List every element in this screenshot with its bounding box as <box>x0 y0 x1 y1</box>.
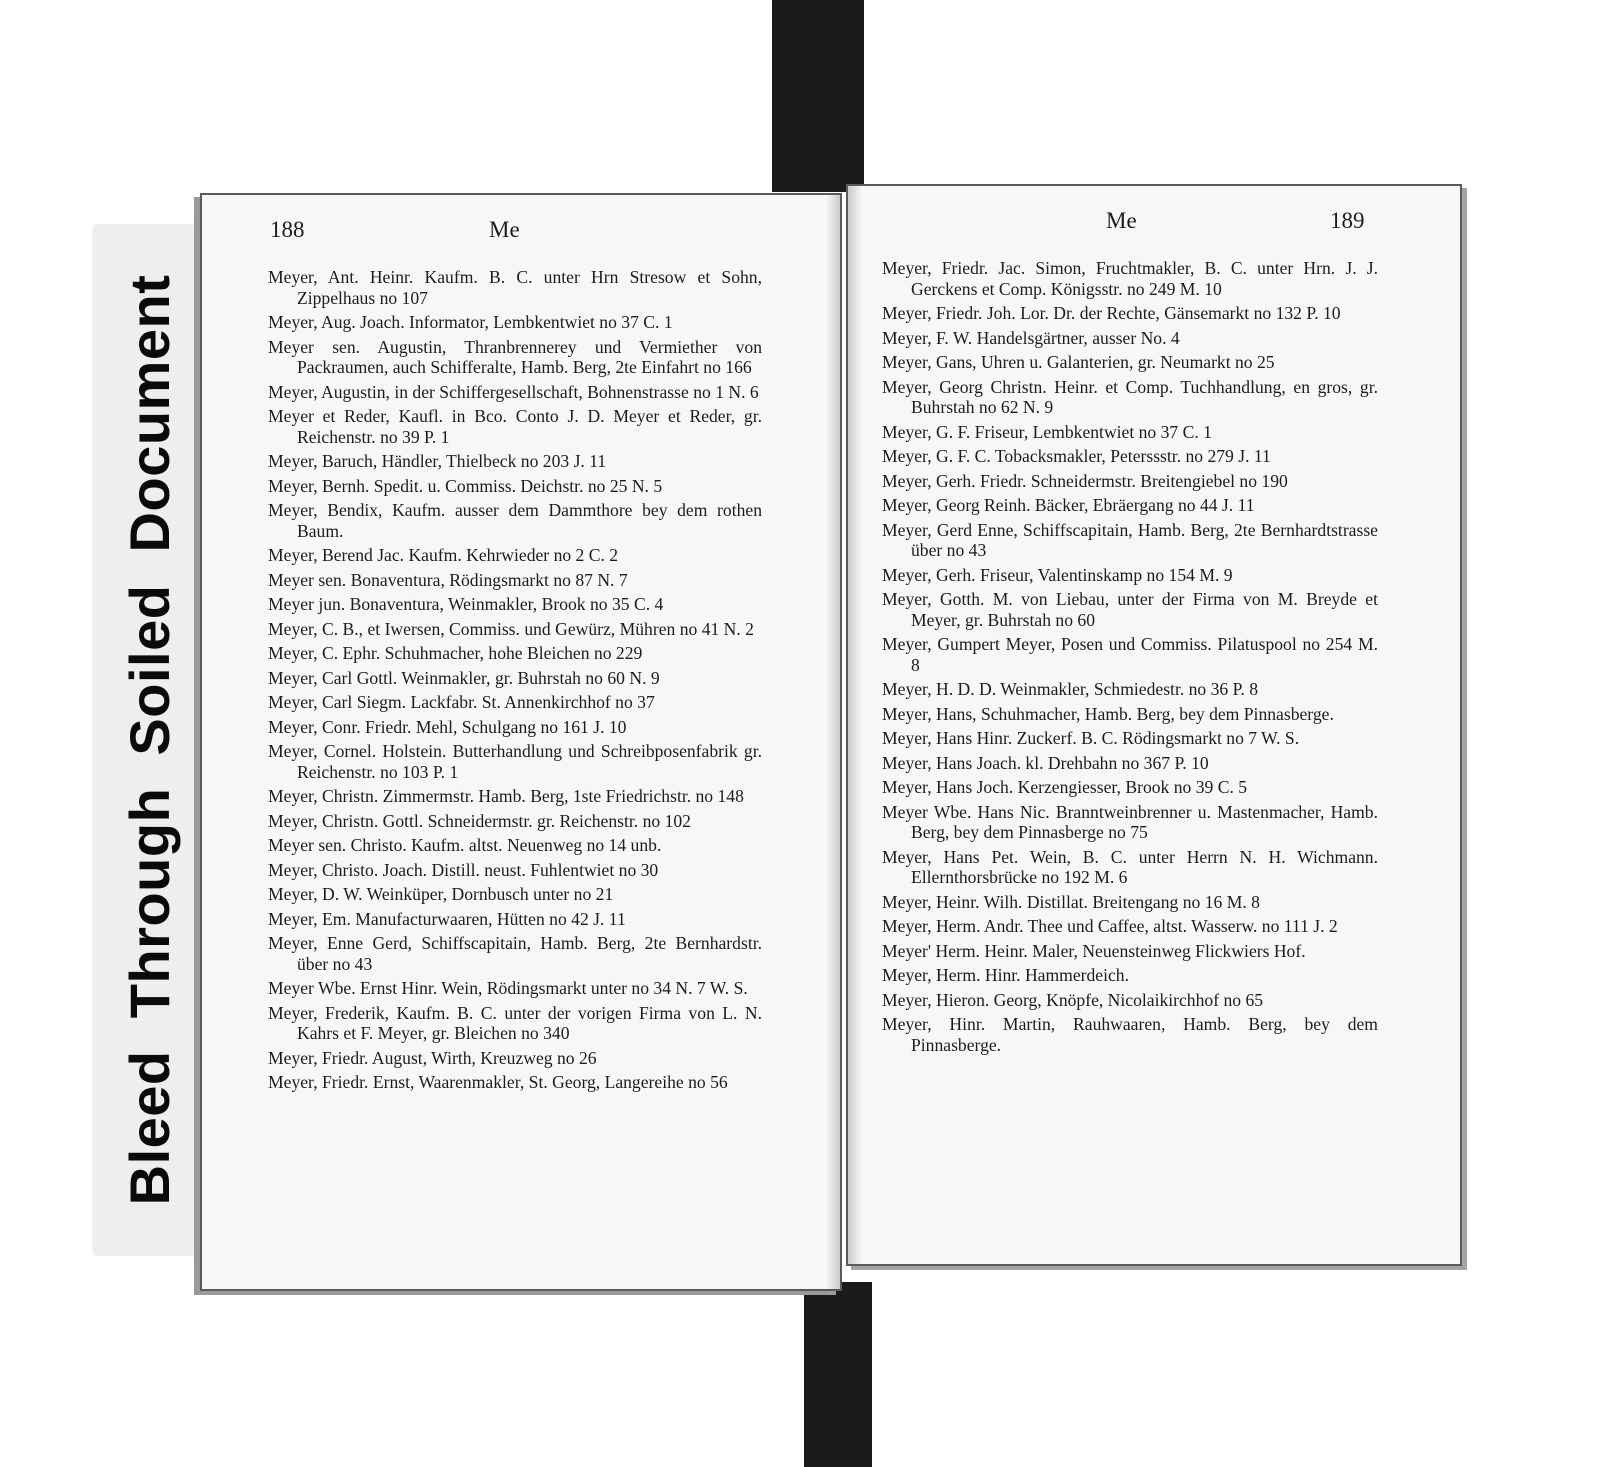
right-page-header: Me <box>1106 208 1137 233</box>
directory-entry: Meyer, Bendix, Kaufm. ausser dem Dammthore bey dem rothen Baum. <box>268 500 762 541</box>
directory-entry: Meyer, Gerh. Friedr. Schneidermstr. Breitengiebel no 190 <box>882 470 1288 491</box>
directory-entry: Meyer, Gans, Uhren u. Galanterien, gr. Neumarkt no 25 <box>882 352 1275 372</box>
document-condition-label: Bleed Through Soiled Document <box>117 274 181 1206</box>
directory-entry: Meyer, Augustin, in der Schiffergesellschaft, Bohnenstrasse no 1 N. 6 <box>268 381 759 402</box>
directory-entry: Meyer, Christn. Zimmermstr. Hamb. Berg, 1ste Friedrichstr. no 148 <box>268 786 744 806</box>
directory-entry: Meyer, G. F. C. Tobacksmakler, Peterssstr. no 279 J. 11 <box>882 446 1271 466</box>
directory-entry: Meyer, Gotth. M. von Liebau, unter der Firma von M. Breyde et Meyer, gr. Buhrstah no 60 <box>882 589 1378 630</box>
directory-entry: Meyer, Enne Gerd, Schiffscapitain, Hamb. Berg, 2te Bernhardstr. über no 43 <box>268 933 762 974</box>
directory-entry: Meyer, H. D. D. Weinmakler, Schmiedestr. no 36 P. 8 <box>882 679 1259 699</box>
right-page-number: 189 <box>1330 208 1365 233</box>
binding-strip-bottom <box>804 1282 872 1467</box>
left-page-gutter-shadow <box>826 195 840 1289</box>
directory-entry: Meyer, Friedr. Jac. Simon, Fruchtmakler, B. C. unter Hrn. J. J. Gerckens et Comp. Königsstr. no 249 M. 10 <box>882 258 1378 299</box>
directory-entry: Meyer, C. B., et Iwersen, Commiss. und Gewürz, Mühren no 41 N. 2 <box>268 618 754 639</box>
directory-entry: Meyer, Friedr. Ernst, Waarenmakler, St. Georg, Langereihe no 56 <box>268 1072 728 1092</box>
directory-entry: Meyer, Herm. Andr. Thee und Caffee, altst. Wasserw. no 111 J. 2 <box>882 916 1338 936</box>
directory-entry: Meyer et Reder, Kaufl. in Bco. Conto J. D. Meyer et Reder, gr. Reichenstr. no 39 P. 1 <box>268 406 762 447</box>
directory-entry: Meyer, Conr. Friedr. Mehl, Schulgang no 161 J. 10 <box>268 716 627 737</box>
directory-entry: Meyer, Hinr. Martin, Rauhwaaren, Hamb. Berg, bey dem Pinnasberge. <box>882 1014 1378 1055</box>
directory-entry: Meyer, Hans Joch. Kerzengiesser, Brook no 39 C. 5 <box>882 777 1248 797</box>
directory-entry: Meyer, Gerd Enne, Schiffscapitain, Hamb. Berg, 2te Bernhardtstrasse über no 43 <box>882 519 1378 560</box>
directory-entry: Meyer, C. Ephr. Schuhmacher, hohe Bleichen no 229 <box>268 643 643 663</box>
directory-entry: Meyer, Hieron. Georg, Knöpfe, Nicolaikirchhof no 65 <box>882 989 1264 1010</box>
directory-entry: Meyer sen. Augustin, Thranbrennerey und Vermiether von Packraumen, auch Schifferalte, Hamb. Berg, 2te Einfahrt no 166 <box>268 336 762 377</box>
right-page <box>846 184 1462 1266</box>
directory-entry: Meyer, Friedr. Joh. Lor. Dr. der Rechte, Gänsemarkt no 132 P. 10 <box>882 303 1341 323</box>
directory-entry: Meyer sen. Bonaventura, Rödingsmarkt no 87 N. 7 <box>268 569 628 590</box>
right-page-gutter-shadow <box>848 186 862 1264</box>
directory-entry: Meyer, Aug. Joach. Informator, Lembkentwiet no 37 C. 1 <box>268 312 673 332</box>
directory-entry: Meyer, Hans Pet. Wein, B. C. unter Herrn N. H. Wichmann. Ellernthorsbrücke no 192 M. 6 <box>882 846 1378 887</box>
directory-entry: Meyer, Hans Hinr. Zuckerf. B. C. Rödingsmarkt no 7 W. S. <box>882 728 1300 748</box>
right-page-entries <box>882 258 1378 1059</box>
directory-entry: Meyer, Christn. Gottl. Schneidermstr. gr. Reichenstr. no 102 <box>268 810 691 831</box>
directory-entry: Meyer, Friedr. August, Wirth, Kreuzweg no 26 <box>268 1047 597 1068</box>
directory-entry: Meyer, Ant. Heinr. Kaufm. B. C. unter Hrn Stresow et Sohn, Zippelhaus no 107 <box>268 267 762 308</box>
directory-entry: Meyer, Hans, Schuhmacher, Hamb. Berg, bey dem Pinnasberge. <box>882 703 1334 724</box>
directory-entry: Meyer' Herm. Heinr. Maler, Neuensteinweg Flickwiers Hof. <box>882 940 1306 961</box>
left-page <box>200 193 842 1291</box>
directory-entry: Meyer, Baruch, Händler, Thielbeck no 203 J. 11 <box>268 451 607 471</box>
directory-entry: Meyer, G. F. Friseur, Lembkentwiet no 37 C. 1 <box>882 421 1212 442</box>
directory-entry: Meyer, Herm. Hinr. Hammerdeich. <box>882 965 1129 985</box>
directory-entry: Meyer sen. Christo. Kaufm. altst. Neuenweg no 14 unb. <box>268 835 662 855</box>
directory-entry: Meyer Wbe. Hans Nic. Branntweinbrenner u. Mastenmacher, Hamb. Berg, bey dem Pinnasberge no 75 <box>882 801 1378 842</box>
directory-entry: Meyer, Hans Joach. kl. Drehbahn no 367 P. 10 <box>882 752 1209 773</box>
directory-entry: Meyer, Georg Reinh. Bäcker, Ebräergang no 44 J. 11 <box>882 495 1255 515</box>
directory-entry: Meyer, Heinr. Wilh. Distillat. Breitengang no 16 M. 8 <box>882 891 1260 912</box>
directory-entry: Meyer, Em. Manufacturwaaren, Hütten no 42 J. 11 <box>268 908 626 929</box>
directory-entry: Meyer, Bernh. Spedit. u. Commiss. Deichstr. no 25 N. 5 <box>268 475 663 496</box>
left-page-number: 188 <box>270 217 305 242</box>
directory-entry: Meyer, Carl Siegm. Lackfabr. St. Annenkirchhof no 37 <box>268 692 655 712</box>
directory-entry: Meyer, Georg Christn. Heinr. et Comp. Tuchhandlung, en gros, gr. Buhrstah no 62 N. 9 <box>882 376 1378 417</box>
directory-entry: Meyer, Gumpert Meyer, Posen und Commiss. Pilatuspool no 254 M. 8 <box>882 634 1378 675</box>
directory-entry: Meyer Wbe. Ernst Hinr. Wein, Rödingsmarkt unter no 34 N. 7 W. S. <box>268 978 748 998</box>
directory-entry: Meyer, Berend Jac. Kaufm. Kehrwieder no 2 C. 2 <box>268 545 619 565</box>
directory-entry: Meyer, Christo. Joach. Distill. neust. Fuhlentwiet no 30 <box>268 859 659 880</box>
directory-entry: Meyer, Carl Gottl. Weinmakler, gr. Buhrstah no 60 N. 9 <box>268 667 660 688</box>
directory-entry: Meyer, Gerh. Friseur, Valentinskamp no 154 M. 9 <box>882 564 1233 585</box>
directory-entry: Meyer, D. W. Weinküper, Dornbusch unter no 21 <box>268 884 614 904</box>
directory-entry: Meyer, Cornel. Holstein. Butterhandlung und Schreibposenfabrik gr. Reichenstr. no 103 P. 1 <box>268 741 762 782</box>
left-page-entries <box>268 267 762 1097</box>
binding-strip-top <box>772 0 864 192</box>
left-page-header: Me <box>489 217 520 242</box>
directory-entry: Meyer, F. W. Handelsgärtner, ausser No. 4 <box>882 327 1180 348</box>
directory-entry: Meyer jun. Bonaventura, Weinmakler, Brook no 35 C. 4 <box>268 594 664 614</box>
directory-entry: Meyer, Frederik, Kaufm. B. C. unter der vorigen Firma von L. N. Kahrs et F. Meyer, gr. Bleichen no 340 <box>268 1002 762 1043</box>
